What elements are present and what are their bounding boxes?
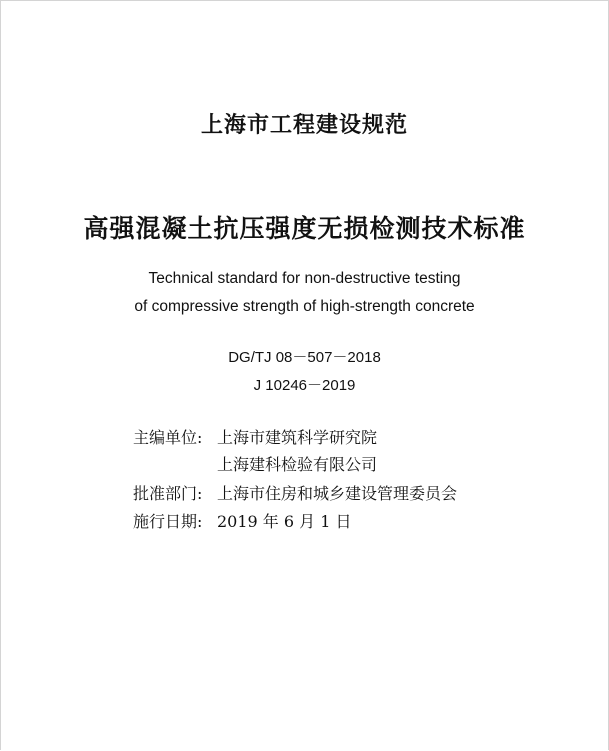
- effective-date-label: 施行日期:: [133, 512, 203, 531]
- document-title-english-line-1: Technical standard for non-destructive testing: [148, 270, 461, 287]
- approver-organization: 上海市住房和城乡建设管理委员会: [217, 484, 458, 503]
- filing-code: J 10246－2019: [253, 377, 356, 394]
- document-title-chinese: 高强混凝土抗压强度无损检测技术标准: [83, 214, 526, 243]
- approver-label: 批准部门:: [133, 484, 203, 503]
- editor-label: 主编单位:: [133, 428, 203, 447]
- series-title: 上海市工程建设规范: [200, 113, 408, 138]
- effective-date-row: [133, 509, 352, 532]
- editor-organization-1: 上海市建筑科学研究院: [217, 428, 378, 447]
- standard-code: DG/TJ 08－507－2018: [228, 349, 381, 366]
- effective-date: 2019 年 6 月 1 日: [217, 512, 352, 531]
- approver-row: [133, 481, 457, 504]
- editor-organization-2: 上海建科检验有限公司: [217, 455, 378, 474]
- editor-row-2: [133, 452, 377, 475]
- editor-row-1: [133, 425, 377, 448]
- document-title-english-line-2: of compressive strength of high-strength concrete: [134, 298, 475, 315]
